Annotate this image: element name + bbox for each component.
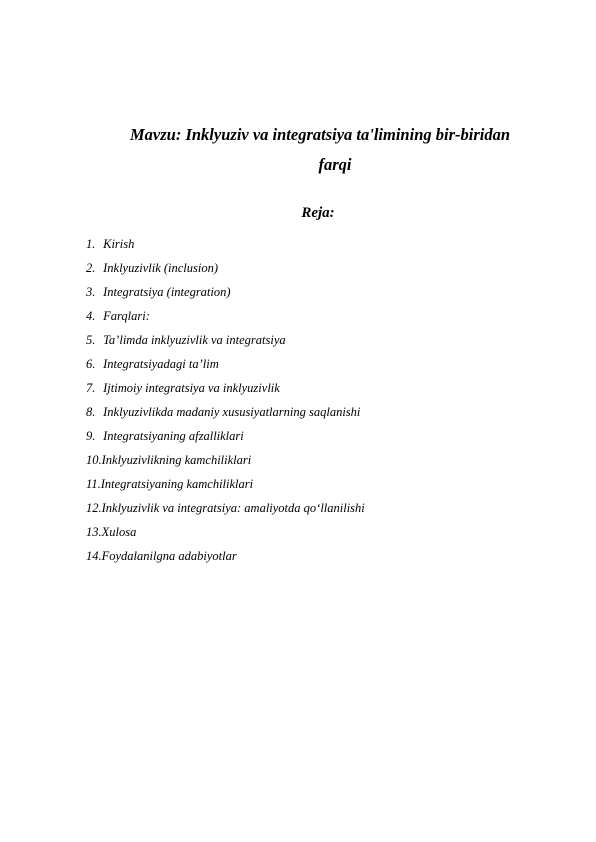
item-text: Inklyuzivlikda madaniy xususiyatlarning saqlanishi: [103, 405, 361, 419]
item-text: Inklyuzivlikning kamchiliklari: [101, 453, 252, 467]
title-line-2: farqi: [318, 155, 352, 174]
item-number: 2.: [86, 261, 96, 275]
list-item: [86, 448, 365, 472]
list-item: [86, 496, 365, 520]
item-text: Foydalanilgna adabiyotlar: [101, 549, 237, 563]
item-number: 5.: [86, 333, 96, 347]
item-text: Xulosa: [101, 525, 137, 539]
item-number: 6.: [86, 357, 96, 371]
list-item: [86, 400, 365, 424]
list-item: [86, 424, 365, 448]
list-item: [86, 304, 365, 328]
item-number: 12.: [86, 501, 102, 515]
item-text: Ijtimoiy integratsiya va inklyuzivlik: [103, 381, 280, 395]
list-item: [86, 376, 365, 400]
list-item: [86, 352, 365, 376]
item-text: Integratsiya (integration): [103, 285, 231, 299]
plan-heading: Reja:: [301, 205, 335, 221]
item-text: Integratsiyaning afzalliklari: [103, 429, 244, 443]
item-number: 3.: [86, 285, 96, 299]
list-item: [86, 256, 365, 280]
item-text: Ta’limda inklyuzivlik va integratsiya: [103, 333, 286, 347]
page-title: [100, 120, 560, 180]
list-item: [86, 232, 365, 256]
item-text: Farqlari:: [103, 309, 150, 323]
item-number: 13.: [86, 525, 102, 539]
list-item: [86, 328, 365, 352]
list-item: [86, 280, 365, 304]
item-number: 10.: [86, 453, 102, 467]
item-number: 1.: [86, 237, 96, 251]
plan-list: [86, 232, 365, 568]
title-line-1: Mavzu: Inklyuziv va integratsiya ta'limining bir-biridan: [130, 125, 511, 144]
item-text: Integratsiyaning kamchiliklari: [100, 477, 254, 491]
list-item: [86, 520, 365, 544]
list-item: [86, 544, 365, 568]
item-number: 4.: [86, 309, 96, 323]
item-text: Kirish: [103, 237, 135, 251]
item-text: Inklyuzivlik va integratsiya: amaliyotda qo‘llanilishi: [101, 501, 365, 515]
item-number: 14.: [86, 549, 102, 563]
item-number: 7.: [86, 381, 96, 395]
item-number: 9.: [86, 429, 96, 443]
item-text: Integratsiyadagi ta’lim: [103, 357, 219, 371]
item-text: Inklyuzivlik (inclusion): [103, 261, 219, 275]
item-number: 11.: [86, 477, 101, 491]
list-item: [86, 472, 365, 496]
item-number: 8.: [86, 405, 96, 419]
